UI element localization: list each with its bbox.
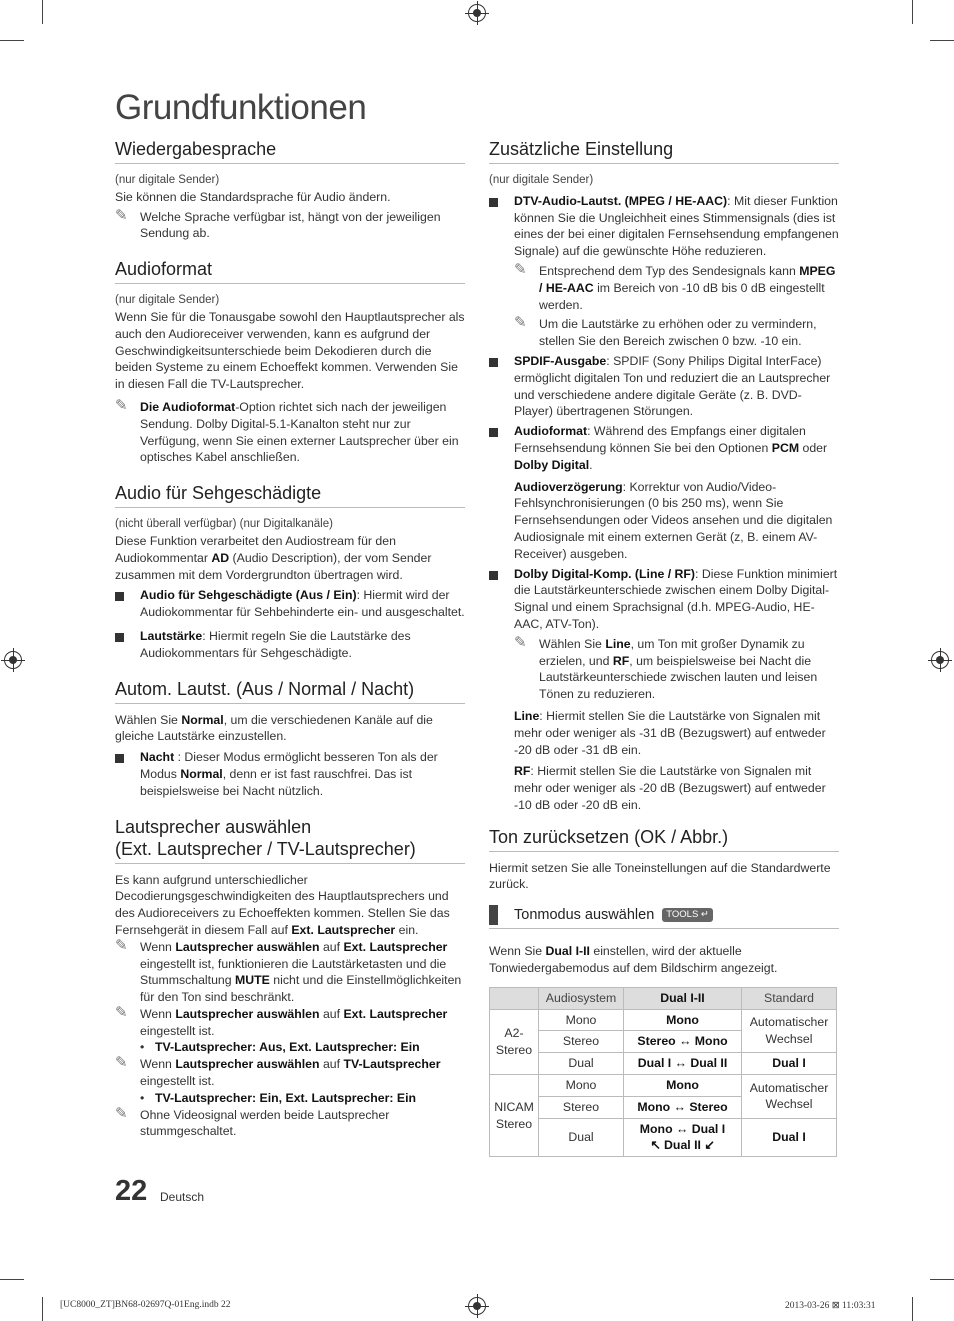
list-item: DTV-Audio-Lautst. (MPEG / HE-AAC): Mit dieser Funktion können Sie die Ungleichheit eines Stimmensignals (dies ist eines der bei einer digitalen Fernsehsendung empfangenen Signale) auf die gewünschte Höhe reduzieren. ✎ Entsprechend dem Typ des Sendesignals kann MPEG / HE-AAC im Bereich von -10 dB bis 0 dB eingestellt werden. ✎ Um die Lautstärke zu erhöhen oder zu vermindern, stellen Sie den Bereich zwischen 0 bzw. -10 ein. — [489, 193, 839, 350]
table-cell: Mono — [539, 1009, 624, 1031]
list-item: SPDIF-Ausgabe: SPDIF (Sony Philips Digital InterFace) ermöglicht digitalen Ton und reduziert die an Lautsprecher und verschiedene andere digitale Geräte (z. B. DVD-Player) übertragenen Störungen. — [489, 353, 839, 420]
pencil-note-icon: ✎ — [514, 633, 527, 651]
tools-button-icon: TOOLS ↵ — [662, 908, 713, 922]
table-cell: Automatischer Wechsel — [742, 1009, 837, 1053]
section-zusaetzliche-einstellung — [489, 138, 839, 814]
note: ✎ Wenn Lautsprecher auswählen auf Ext. Lautsprecher eingestellt ist. — [115, 1003, 448, 1038]
square-bullet-icon — [115, 754, 124, 763]
note: ✎ Wählen Sie Line, um Ton mit großer Dynamik zu erzielen, und RF, um beispielsweise bei Nacht die Lautstärkeunterschiede zwischen lauten und leisen Tönen zu reduzieren. — [514, 633, 818, 702]
pencil-note-icon: ✎ — [115, 1054, 128, 1072]
section-audioformat — [115, 258, 465, 466]
registration-mark-icon — [931, 651, 949, 669]
pencil-note-icon: ✎ — [115, 1104, 128, 1122]
table-row — [490, 1075, 837, 1097]
note: ✎ Entsprechend dem Typ des Sendesignals kann MPEG / HE-AAC im Bereich von -10 dB bis 0 dB eingestellt werden. — [514, 260, 836, 312]
section-audio-sehgeschaedigte — [115, 482, 465, 661]
list-item: Audio für Sehgeschädigte (Aus / Ein): Hiermit wird der Audiokommentar für Sehbehinderte ein- und ausgeschaltet. — [115, 587, 465, 621]
table-cell: Dual I — [742, 1053, 837, 1075]
table-cell: Dual — [539, 1118, 624, 1157]
footer-language: Deutsch — [160, 1190, 205, 1204]
sub-paragraph: Audioverzögerung: Korrektur von Audio/Video-Fehlsynchronisierungen (0 bis 250 ms), wenn Sie Fernsehsendungen oder Videos ansehen und die digitalen Audiosignale mit einem externen Gerät (z, B. einem AV-Receiver) ausgeben. — [514, 479, 833, 561]
scope-note: (nur digitale Sender) — [489, 174, 594, 186]
section-title: Audioformat — [115, 258, 465, 284]
pencil-note-icon: ✎ — [514, 260, 527, 278]
section-tonmodus — [489, 905, 839, 1157]
table-cell: A2- Stereo — [490, 1009, 539, 1074]
note: ✎ Die Audioformat-Option richtet sich nach der jeweiligen Sendung. Dolby Digital-5.1-Kanalton steht nur zur Verfügung, wenn Sie einen externer Lautsprecher über ein optisches Kabel anschließen. — [115, 396, 459, 465]
table-cell: Stereo — [539, 1096, 624, 1118]
note: ✎ Um die Lautstärke zu erhöhen oder zu vermindern, stellen Sie den Bereich zwischen 0 bzw. -10 ein. — [514, 314, 817, 349]
scope-note: (nur digitale Sender) — [115, 294, 220, 307]
list-item: • TV-Lautsprecher: Ein, Ext. Lautsprecher: Ein — [115, 1090, 465, 1107]
print-slug-left: [UC8000_ZT]BN68-02697Q-01Eng.indb 22 — [60, 1300, 231, 1310]
section-title: Lautsprecher auswählen (Ext. Lautsprecher / TV-Lautsprecher) — [115, 816, 465, 864]
note: ✎ Ohne Videosignal werden beide Lautsprecher stummgeschaltet. — [115, 1104, 390, 1139]
table-header-row — [490, 987, 837, 1009]
list-item: Nacht : Dieser Modus ermöglicht besseren Ton als der Modus Normal, denn er ist fast rauschfrei. Das ist beispielsweise bei Nacht nützlich. — [115, 749, 465, 799]
table-cell: Stereo ↔ Mono — [624, 1031, 742, 1053]
crop-mark — [930, 40, 954, 41]
note: ✎ Wenn Lautsprecher auswählen auf Ext. Lautsprecher eingestellt ist, funktionieren die Lautstärketasten und die Stummschaltung MUTE nicht und die Einstellmöglichkeiten für den Ton sind beschränkt. — [115, 936, 462, 1005]
list-item: Dolby Digital-Komp. (Line / RF): Diese Funktion minimiert die Lautstärkeunterschiede zwischen einem Dolby Digital-Signal und einem Sprachsignal (d.h. MPEG-Audio, HE-AAC, ATV-Ton). ✎ Wählen Sie Line, um Ton mit großer Dynamik zu erzielen, und RF, um beispielsweise bei Nacht die Lautstärkeunterschiede zwischen lauten und leisen Tönen zu reduzieren. — [489, 566, 839, 703]
table-cell: Mono — [624, 1075, 742, 1097]
table-cell: NICAM Stereo — [490, 1075, 539, 1157]
section-title: Wiedergabesprache — [115, 138, 465, 164]
crop-mark — [42, 1297, 43, 1321]
square-bullet-icon — [489, 358, 498, 367]
sound-mode-table — [489, 987, 837, 1157]
crop-mark — [912, 1297, 913, 1321]
list-item: • TV-Lautsprecher: Aus, Ext. Lautsprecher: Ein — [115, 1039, 465, 1056]
table-row — [490, 1009, 837, 1031]
note: ✎ Welche Sprache verfügbar ist, hängt von der jeweiligen Sendung ab. — [115, 206, 441, 241]
table-cell: Mono ↔ Dual I ↖ Dual II ↙ — [624, 1118, 742, 1157]
body-text: Wählen Sie Normal, um die verschiedenen Kanäle auf die gleiche Lautstärke einzustellen. — [115, 712, 433, 744]
table-row — [490, 1053, 837, 1075]
section-title: Audio für Sehgeschädigte — [115, 482, 465, 508]
crop-mark — [0, 1279, 24, 1280]
crop-mark — [0, 40, 24, 41]
scope-note: (nicht überall verfügbar) (nur Digitalkanäle) — [115, 518, 333, 531]
body-text: Es kann aufgrund unterschiedlicher Decodierungsgeschwindigkeiten des Hauptlautsprechers und des Audioreceivers zu Echoeffekten kommen. Stellen Sie das Fernsehgerät in diesem Fall auf Ext. Lautsprecher ein. — [115, 872, 450, 937]
section-wiedergabesprache — [115, 138, 465, 242]
square-bullet-icon — [489, 571, 498, 580]
table-header — [490, 987, 539, 1009]
body-text: Sie können die Standardsprache für Audio ändern. — [115, 189, 391, 204]
pencil-note-icon: ✎ — [514, 314, 527, 332]
subsection-title: Tonmodus auswählen TOOLS ↵ — [489, 905, 839, 929]
body-text: Diese Funktion verarbeitet den Audiostream für den Audiokommentar AD (Audio Description), der vom Sender zusammen mit dem Vordergrundton übertragen wird. — [115, 533, 432, 582]
print-slug-right: 2013-03-26 ⊠ 11:03:31 — [785, 1301, 876, 1311]
table-header: Dual I-II — [624, 987, 742, 1009]
sub-paragraph: RF: Hiermit stellen Sie die Lautstärke von Signalen mit mehr oder weniger als -20 dB (Bezugswert) auf entweder -10 dB oder -20 dB ein. — [514, 764, 826, 812]
section-ton-zuruecksetzen — [489, 826, 839, 894]
table-cell: Dual — [539, 1053, 624, 1075]
square-bullet-icon — [115, 592, 124, 601]
table-cell: Mono — [624, 1009, 742, 1031]
section-lautsprecher — [115, 816, 465, 1141]
square-bullet-icon — [489, 428, 498, 437]
body-text: Hiermit setzen Sie alle Toneinstellungen auf die Standardwerte zurück. — [489, 860, 831, 892]
section-title: Ton zurücksetzen (OK / Abbr.) — [489, 826, 839, 852]
registration-mark-icon — [468, 1297, 486, 1315]
section-title: Autom. Lautst. (Aus / Normal / Nacht) — [115, 678, 465, 704]
pencil-note-icon: ✎ — [115, 1003, 128, 1021]
table-header: Standard — [742, 987, 837, 1009]
note: ✎ Wenn Lautsprecher auswählen auf TV-Lautsprecher eingestellt ist. — [115, 1054, 441, 1089]
body-text: Wenn Sie für die Tonausgabe sowohl den Hauptlautsprecher als auch den Audioreceiver verwenden, kann es aufgrund der Geschwindigkeitsunterschiede beim Dekodieren durch die beiden Systeme zu einem Echoeffekt kommen. Verwenden Sie in diesen Fall die TV-Lautsprecher. — [115, 309, 465, 392]
table-row — [490, 1118, 837, 1157]
table-cell: Mono ↔ Stereo — [624, 1096, 742, 1118]
right-column — [489, 138, 839, 1157]
pencil-note-icon: ✎ — [115, 396, 128, 414]
crop-mark — [42, 0, 43, 24]
crop-mark — [930, 1279, 954, 1280]
table-cell: Automatischer Wechsel — [742, 1075, 837, 1119]
registration-mark-icon — [4, 651, 22, 669]
list-item: Lautstärke: Hiermit regeln Sie die Lautstärke des Audiokommentars für Sehgeschädigte. — [115, 628, 465, 662]
table-header: Audiosystem — [539, 987, 624, 1009]
page-number: 22 — [115, 1175, 148, 1207]
pencil-note-icon: ✎ — [115, 936, 128, 954]
list-item: Audioformat: Während des Empfangs einer digitalen Fernsehsendung können Sie bei den Optionen PCM oder Dolby Digital. — [489, 423, 839, 473]
scope-note: (nur digitale Sender) — [115, 174, 220, 186]
table-cell: Dual I ↔ Dual II — [624, 1053, 742, 1075]
crop-mark — [912, 0, 913, 24]
table-cell: Dual I — [742, 1118, 837, 1157]
heading-bar-icon — [489, 905, 498, 925]
square-bullet-icon — [489, 198, 498, 207]
body-text: Wenn Sie Dual I-II einstellen, wird der aktuelle Tonwiedergabemodus auf dem Bildschirm angezeigt. — [489, 944, 778, 976]
registration-mark-icon — [468, 4, 486, 22]
table-cell: Mono — [539, 1075, 624, 1097]
sub-paragraph: Line: Hiermit stellen Sie die Lautstärke von Signalen mit mehr oder weniger als -31 dB (Bezugswert) auf entweder -20 dB oder -31 dB ein. — [514, 708, 826, 757]
table-cell: Stereo — [539, 1031, 624, 1053]
left-column — [115, 138, 465, 1140]
section-title: Zusätzliche Einstellung — [489, 138, 839, 164]
section-autom-lautst — [115, 678, 465, 800]
square-bullet-icon — [115, 633, 124, 642]
pencil-note-icon: ✎ — [115, 206, 128, 224]
page-title: Grundfunktionen — [115, 88, 367, 127]
